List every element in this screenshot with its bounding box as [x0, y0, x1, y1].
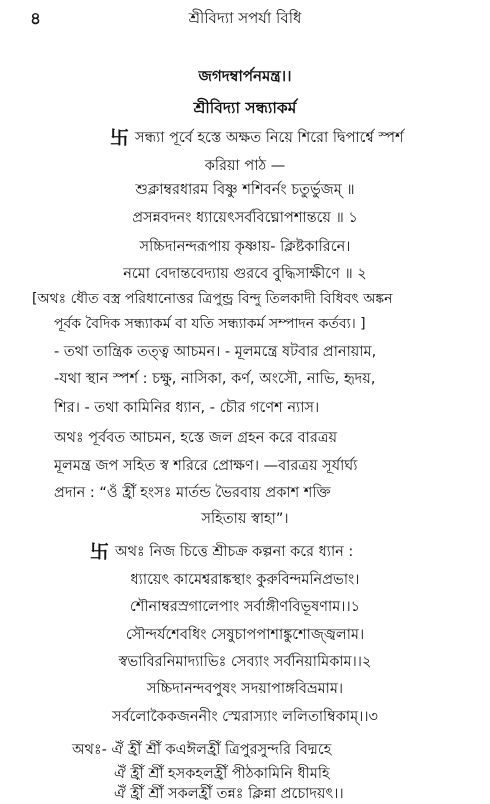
mantra-line: ঐঁ হ্রীঁ শ্রীঁ সকলহ্রীঁ তন্নঃ ক্লিন্না প্রচোদয়ৎ।। — [114, 786, 344, 802]
swastika-icon: 卐 — [110, 127, 130, 149]
swastika-icon: 卐 — [90, 541, 110, 563]
verse-line: সর্বলোকৈকজননীং স্মেরাস্যাং ললিতাম্বিকাম্।।৩ — [112, 709, 378, 725]
mantra-line: ঐঁ হ্রীঁ শ্রীঁ হসকহলহ্রীঁ পীঠকামিনি ধীমহি — [114, 766, 330, 782]
instruction-line — [90, 542, 353, 562]
text-line: শির। - তথা কামিনির ধ্যান, - চৌর গণেশ ন্যাস। — [54, 400, 320, 416]
text-line: -যথা স্থান স্পর্শ : চক্ষু, নাসিকা, কর্ণ, অংসৌ, নাভি, হৃদয়, — [54, 371, 376, 387]
verse-line: সচ্চিদানন্দবপুষং সদয়াপাঙ্গবিভ্রমাম। — [146, 681, 344, 697]
section-title: জগদম্বার্পনমন্ত্র।। — [198, 67, 292, 85]
text-line: মূলমন্ত্র জপ সহিত স্ব শরিরে প্রোক্ষণ। —বারত্রয় সূর্যার্ঘ্য — [54, 458, 358, 474]
verse-line: সৌন্দর্যশেবধিং সেষুচাপপাশাঙ্কুশোজ্জ্বলাম। — [125, 627, 365, 643]
text-line: করিয়া পাঠ — — [204, 158, 286, 174]
running-header: শ্রীবিদ্যা সপর্যা বিধি — [188, 9, 302, 27]
instruction-text: সন্ধ্যা পূর্বে হস্তে অক্ষত নিয়ে শিরো দ্বিপার্শ্বে স্পর্শ — [135, 130, 404, 146]
text-line: - তথা তান্ত্রিক তত্ত্ব আচমন। - মূলমন্ত্রে ষটবার প্রানায়াম, — [54, 344, 377, 360]
text-line: প্রদান : “ওঁ হ্রীঁ হংসঃ মার্তন্ড ভৈরবায় প্রকাশ শক্তি — [54, 485, 331, 501]
verse-line: সচ্চিদানন্দরূপায় কৃষ্ণায়- ক্লিষ্টকারিনে। — [139, 239, 351, 255]
verse-line: শৌনাম্বরস্রগালেপাং সর্বাঙ্গীণবিভূষণাম।।১ — [129, 599, 361, 615]
page-number: ৪ — [30, 9, 42, 29]
verse-line: নমো বেদান্তবেদ্যায় গুরবে বুদ্ধিসাক্ষীণে ॥ ২ — [123, 266, 367, 282]
instruction-line — [110, 128, 404, 148]
text-line: অথঃ পূর্ববত আচমন, হস্তে জল গ্রহন করে বারত্রয় — [54, 430, 338, 446]
text-line: [অথঃ ধৌত বস্ত্র পরিধানোত্তর ত্রিপুন্ড্র বিন্দু তিলকাদী বিধিবৎ অঙ্কন — [32, 291, 393, 307]
verse-line: ধ্যায়েৎ কামেশ্বরাঙ্কস্থাং কুরুবিন্দমনিপ্রভাং। — [130, 572, 360, 588]
instruction-text: অথঃ নিজ চিত্তে শ্রীচক্র কল্পনা করে ধ্যান : — [115, 544, 354, 560]
verse-line: প্রসন্নবদনং ধ্যায়েৎসর্ববিঘ্নোপশান্তয়ে ॥ ১ — [132, 210, 358, 226]
mantra-line: অথঃ- ঐঁ হ্রীঁ শ্রীঁ কএঈলহ্রীঁ ত্রিপুরসুন্দরি বিদ্মহে — [72, 742, 332, 758]
verse-line: শুক্লাম্বরধারম বিষ্ণু শশিবর্নং চতুর্ভুজম্ ॥ — [135, 182, 355, 198]
text-line: পূর্বক বৈদিক সন্ধ্যাকর্ম বা যতি সন্ধ্যাকর্ম সম্পাদন কর্তব্য। ] — [54, 316, 366, 332]
subsection-title: শ্রীবিদ্যা সন্ধ্যাকর্ম — [193, 99, 297, 117]
verse-line: স্বভাবিরনিমাদ্যাভিঃ সেব্যাং সর্বনিয়ামিকাম।।২ — [118, 654, 372, 670]
text-line: সহিতায় স্বাহা”। — [201, 511, 289, 527]
